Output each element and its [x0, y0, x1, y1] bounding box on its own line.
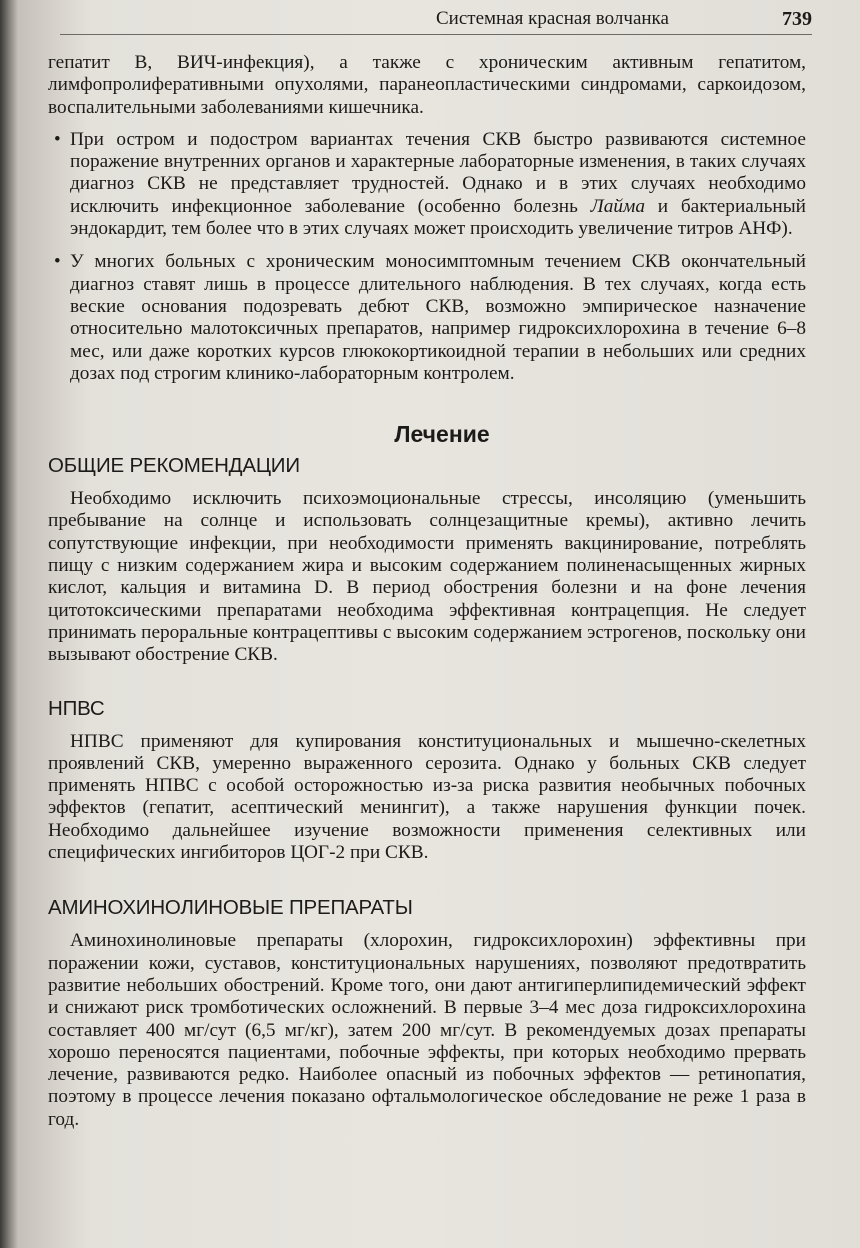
page-body	[48, 52, 806, 1131]
general-recommendations-heading: ОБЩИЕ РЕКОМЕНДАЦИИ	[48, 454, 300, 478]
header-rule	[60, 34, 812, 35]
running-title: Системная красная волчанка	[436, 8, 669, 29]
bullet-item-acute	[48, 129, 806, 240]
intro-paragraph: гепатит В, ВИЧ-инфекция), а также с хроническим активным гепатитом, лимфопролиферативными опухолями, паранеопластическими синдромами, саркоидозом, воспалительными заболеваниями кишечника.	[48, 52, 806, 118]
aminoquinoline-text: Аминохинолиновые препараты (хлорохин, гидроксихлорохин) эффективны при поражении кожи, суставов, конституциональных нарушениях, позволяют предотвратить развитие небольших обострений. Кроме того, они дают антигиперлипидемический эффект и снижают риск тромботических осложнений. В первые 3–4 мес доза гидроксихлорохина составляет 400 мг/сут (6,5 мг/кг), затем 200 мг/сут. В рекомендуемых дозах препараты хорошо переносятся пациентами, побочные эффекты, при которых необходимо прервать лечение, развиваются редко. Наиболее опасный из побочных эффектов — ретинопатия, поэтому в процессе лечения показано офтальмологическое обследование не реже 1 раза в год.	[48, 930, 806, 1130]
bullet-icon: •	[54, 128, 61, 150]
nsaid-text: НПВС применяют для купирования конституциональных и мышечно-скелетных проявлений СКВ, умеренно выраженного серозита. Однако у больных СКВ следует применять НПВС с особой осторожностью из-за риска развития необычных побочных эффектов (гепатит, асептический менингит), а также нарушения функции почек. Необходимо дальнейшее изучение возможности применения селективных или специфических ингибиторов ЦОГ-2 при СКВ.	[48, 730, 806, 864]
bullet-list	[48, 129, 806, 385]
treatment-heading: Лечение	[394, 421, 490, 448]
general-recommendations-text: Необходимо исключить психоэмоциональные стрессы, инсоляцию (уменьшить пребывание на солнце и использовать солнцезащитные кремы), активно лечить сопутствующие инфекции, при необходимости применять вакцинирование, потреблять пищу с низким содержанием жира и высоким содержанием полиненасыщенных жирных кислот, кальция и витамина D. В период обострения болезни и на фоне лечения цитотоксическими препаратами необходима эффективная контрацепция. Не следует принимать пероральные контрацептивы с высоким содержанием эстрогенов, поскольку они вызывают обострение СКВ.	[48, 488, 806, 666]
running-header	[60, 6, 812, 32]
binding-shadow	[0, 0, 18, 1248]
bullet-item-chronic	[48, 251, 806, 385]
page-number: 739	[782, 8, 812, 30]
italic-term: Лайма	[590, 195, 645, 217]
nsaid-heading: НПВС	[48, 696, 105, 720]
bullet-text-acute	[70, 129, 806, 240]
bullet-text-part: и бактериальный эндокардит, тем более что в этих случаях может происходить увеличение титров АНФ).	[70, 195, 806, 240]
bullet-icon: •	[54, 251, 61, 273]
bullet-text-chronic: У многих больных с хроническим моносимптомным течением СКВ окончательный диагноз ставят лишь в процессе длительного наблюдения. В тех случаях, когда есть веские основания подозревать дебют СКВ, возможно эмпирическое назначение относительно малотоксичных препаратов, например гидроксихлорохина в течение 6–8 мес, или даже коротких курсов глюкокортикоидной терапии в небольших или средних дозах под строгим клинико-лабораторным контролем.	[70, 251, 806, 384]
aminoquinoline-heading: АМИНОХИНОЛИНОВЫЕ ПРЕПАРАТЫ	[48, 896, 413, 920]
bullet-text-part: При остром и подостром вариантах течения СКВ быстро развиваются системное поражение внутренних органов и характерные лабораторные изменения, в таких случаях диагноз СКВ не представляет трудностей. Однако и в этих случаях необходимо исключить инфекционное заболевание (особенно болезнь	[70, 128, 806, 217]
